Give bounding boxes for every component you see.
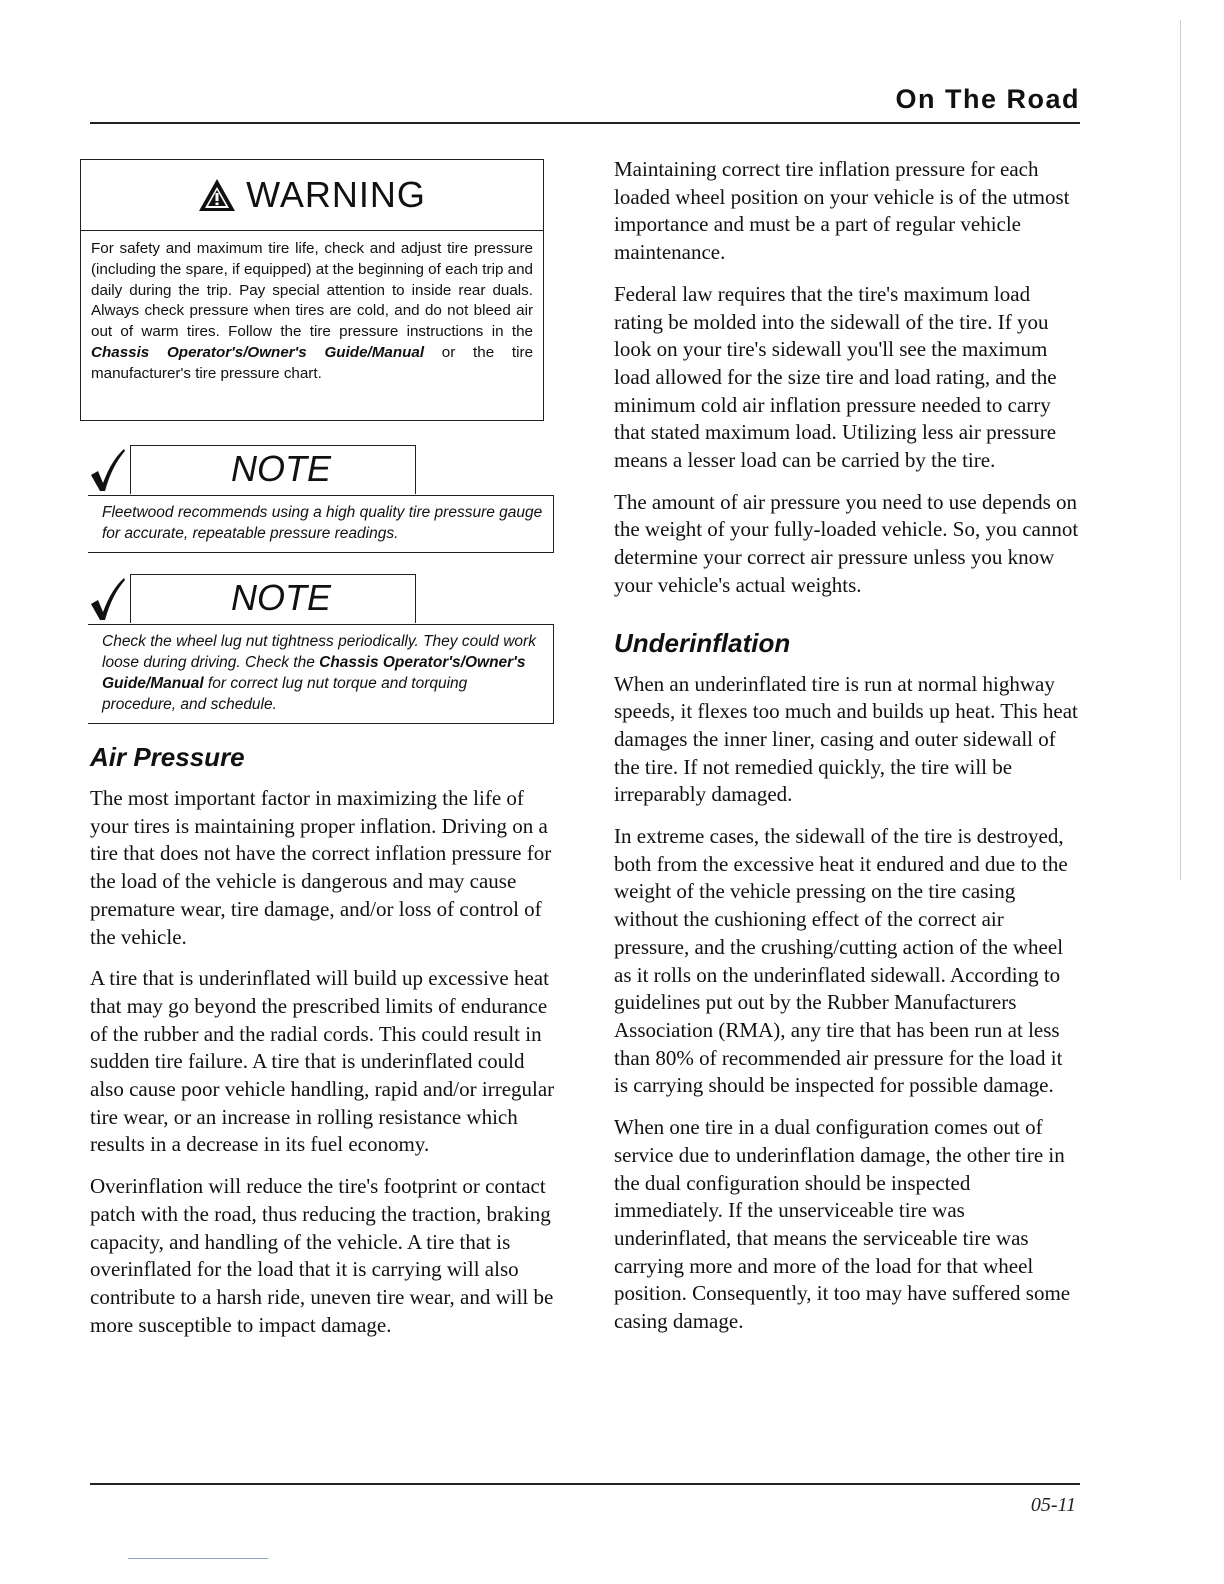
section-header-title: On The Road — [895, 84, 1080, 114]
paragraph: Federal law requires that the tire's maximum load rating be molded into the sidewall of the tire. If you look on your tire's sidewall you'll see the maximum load allowed for the size tire and load rating, and the minimum cold air inflation pressure needed to carry that stated maximum load. Utilizing less air pressure means a lesser load can be carried by the tire. — [614, 281, 1057, 473]
page-number: 05-11 — [1030, 1494, 1076, 1516]
right-column — [614, 156, 1080, 1350]
note-text: Fleetwood recommends using a high quality tire pressure gauge for accurate, repeatable pressure readings. — [88, 495, 554, 553]
note-text-part: for correct lug nut torque and torquing procedure, and schedule. — [102, 675, 468, 713]
paragraph: When one tire in a dual configuration comes out of service due to underinflation damage, the other tire in the dual configuration should be inspected immediately. If the unserviceable tire was underinflated, that means the serviceable tire was carrying more and more of the load for that wheel position. Consequently, it too may have suffered some casing damage. — [614, 1115, 1071, 1334]
note-label: NOTE — [231, 448, 332, 489]
footer-rule — [90, 1483, 1080, 1485]
note-box-lug-nut — [88, 574, 554, 724]
paragraph: The amount of air pressure you need to use depends on the weight of your fully-loaded vehicle. So, you cannot determine your correct air pressure unless you know your vehicle's actual weights. — [614, 489, 1079, 597]
section-heading-air-pressure: Air Pressure — [90, 742, 245, 772]
note-manual-reference: Chassis Operator's/Owner's Guide/Manual — [102, 654, 526, 692]
paragraph: Overinflation will reduce the tire's footprint or contact patch with the road, thus reducing the traction, braking capacity, and handling of the vehicle. A tire that is overinflated for the load that it is carrying will also contribute to a harsh ride, uneven tire wear, and will be more susceptible to impact damage. — [90, 1174, 554, 1337]
page-edge-line — [1180, 20, 1181, 880]
left-column — [90, 742, 556, 1353]
note-text — [88, 624, 554, 724]
note-header — [88, 574, 554, 624]
note-header — [88, 445, 554, 495]
note-label-frame — [130, 574, 416, 623]
warning-text-part: For safety and maximum tire life, check and adjust tire pressure (including the spare, if equipped) at the beginning of each trip and daily during the trip. Pay special attention to inside rear duals. Always check pressure when tires are cold, and do not bleed air out of warm tires. Follow the tire pressure instructions in the — [91, 240, 533, 341]
note-box-gauge — [88, 445, 554, 553]
note-text-part: Check the wheel lug nut tightness periodically. They could work loose during driving. Check the — [102, 633, 536, 671]
warning-triangle-icon — [198, 178, 236, 212]
header-rule — [90, 122, 1080, 124]
bottom-decorative-line — [128, 1558, 268, 1559]
paragraph: Maintaining correct tire inflation pressure for each loaded wheel position on your vehicle is of the utmost importance and must be a part of regular vehicle maintenance. — [614, 157, 1070, 265]
warning-title: WARNING — [246, 174, 426, 215]
paragraph: A tire that is underinflated will build up excessive heat that may go beyond the prescribed limits of endurance of the rubber and the radial cords. This could result in sudden tire failure. A tire that is underinflated could also cause poor vehicle handling, rapid and/or irregular tire wear, or an increase in rolling resistance which results in a decrease in its fuel economy. — [90, 966, 555, 1157]
warning-manual-reference: Chassis Operator's/Owner's Guide/Manual — [91, 343, 425, 361]
checkmark-icon — [88, 576, 126, 622]
paragraph: The most important factor in maximizing the life of your tires is maintaining proper inflation. Driving on a tire that does not have the correct inflation pressure for the load of the vehicle is dangerous and may cause premature wear, tire damage, and/or loss of control of the vehicle. — [90, 786, 552, 949]
checkmark-icon — [88, 447, 126, 493]
paragraph: When an underinflated tire is run at normal highway speeds, it flexes too much and builds up heat. This heat damages the inner liner, casing and outer sidewall of the tire. If not remedied quickly, the tire will be irreparably damaged. — [614, 671, 1078, 807]
note-label: NOTE — [231, 577, 332, 618]
note-label-frame — [130, 445, 416, 494]
warning-header — [81, 160, 543, 231]
warning-text-part: or the tire manufacturer's tire pressure chart. — [91, 343, 534, 382]
paragraph: In extreme cases, the sidewall of the tire is destroyed, both from the excessive heat it endured and due to the weight of the vehicle pressing on the tire casing without the cushioning effect of the correct air pressure, and the crushing/cutting action of the wheel as it rolls on the underinflated sidewall. According to guidelines put out by the Rubber Manufacturers Association (RMA), any tire that has been run at less than 80% of recommended air pressure for the load it is carrying should be inspected for possible damage. — [614, 824, 1068, 1098]
warning-text — [81, 231, 543, 385]
section-heading-underinflation: Underinflation — [614, 627, 791, 658]
warning-box — [80, 159, 544, 421]
